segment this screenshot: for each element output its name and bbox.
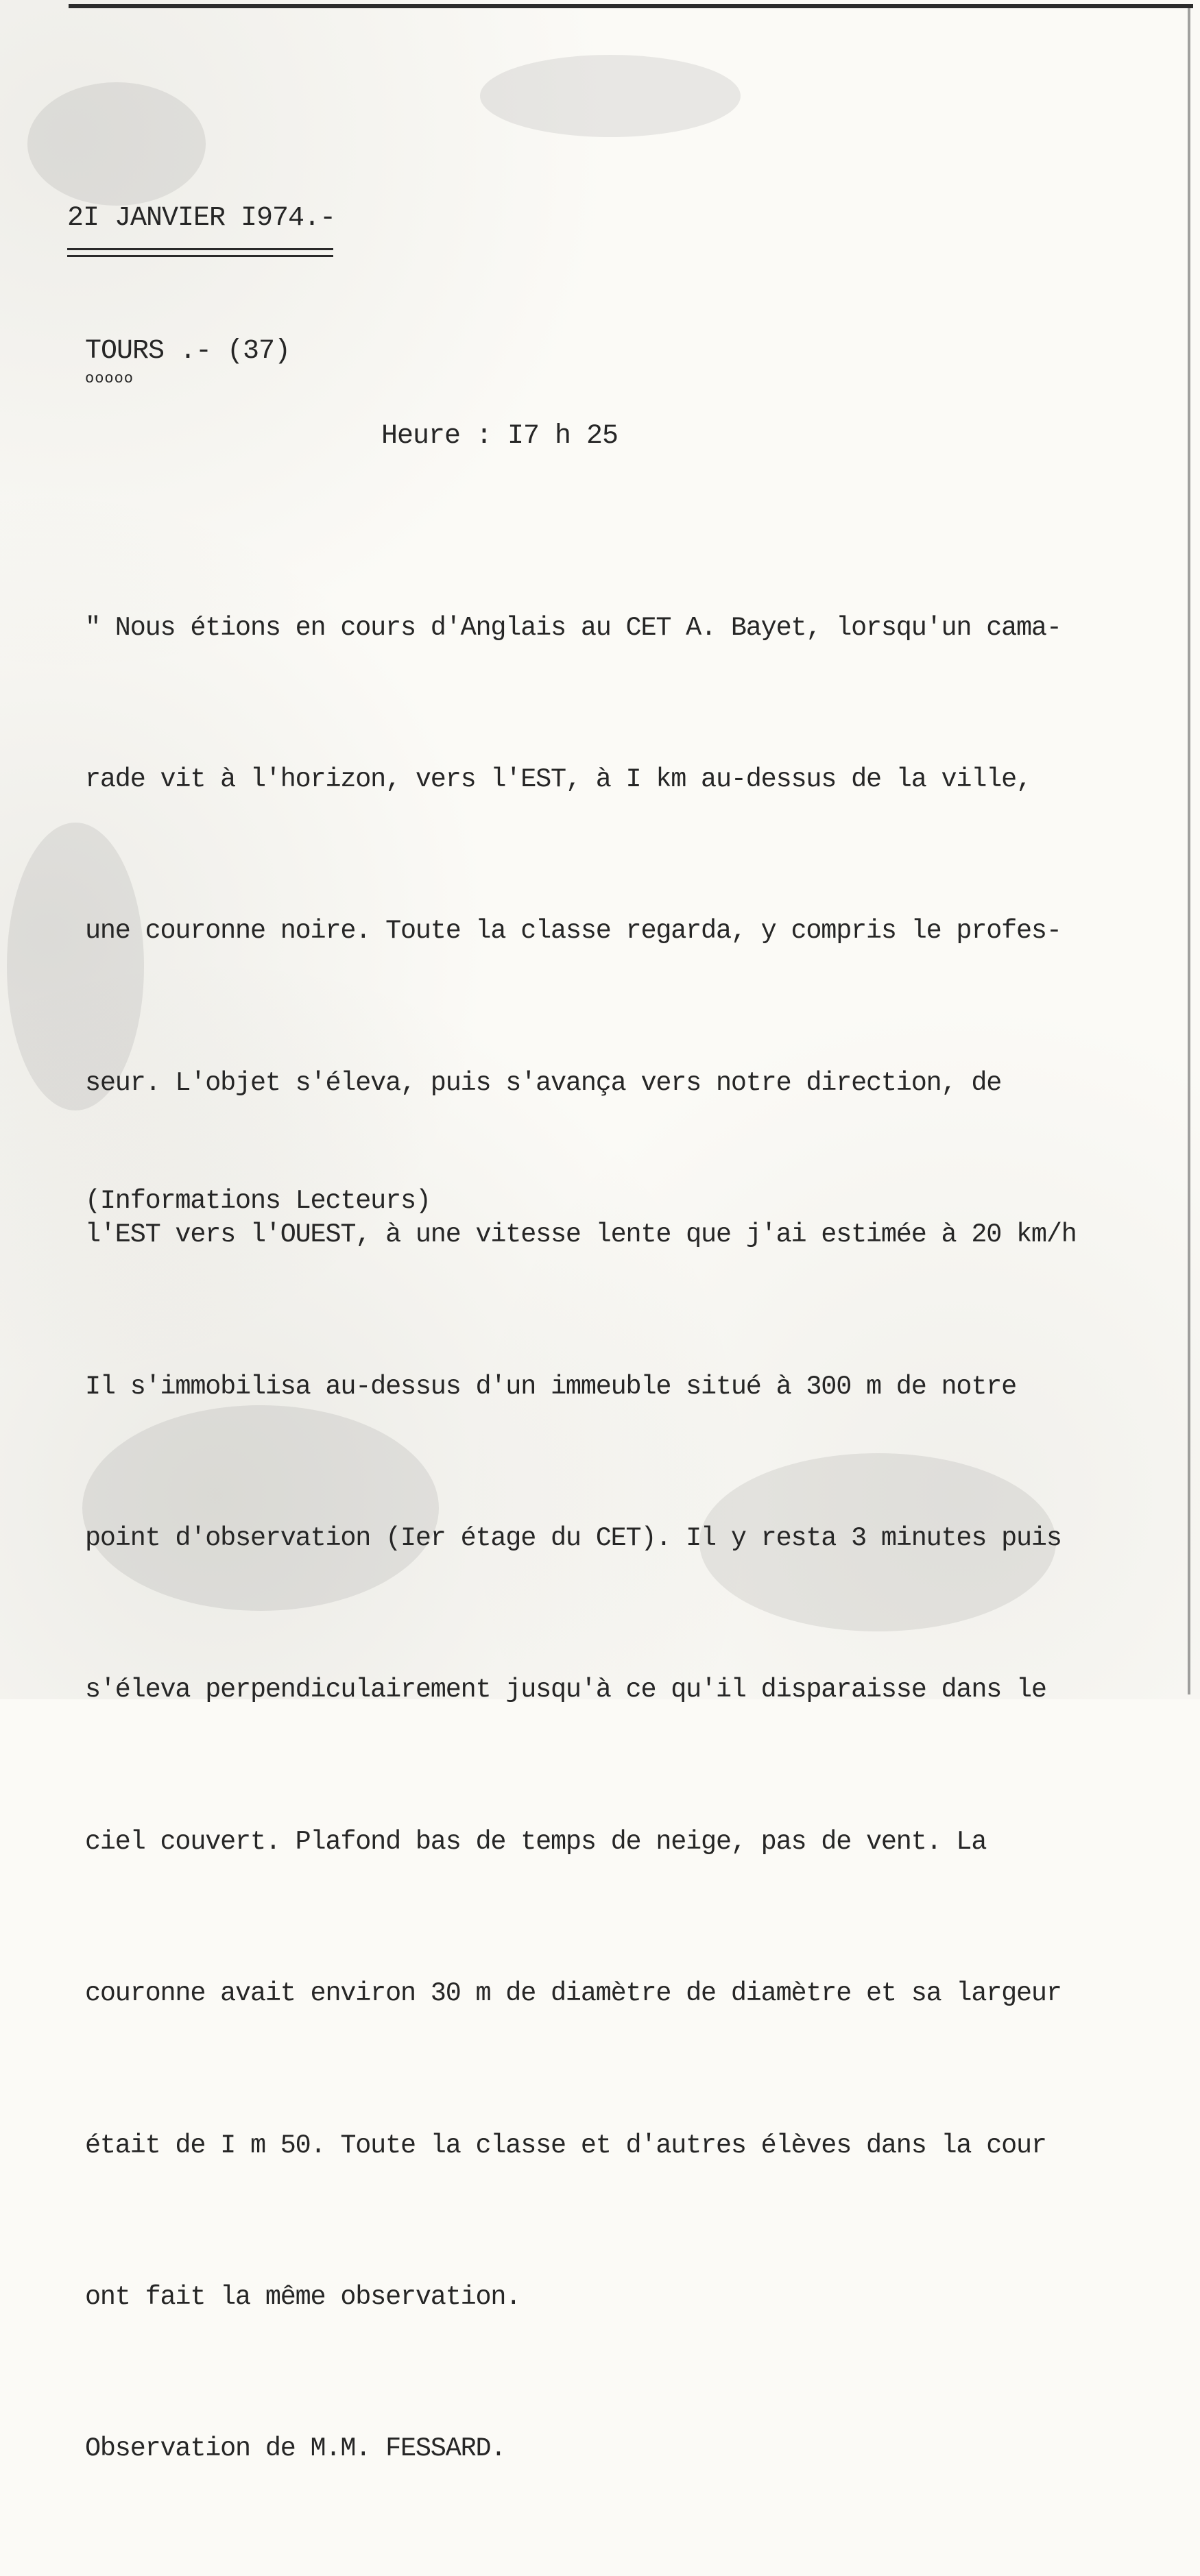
date-underline <box>67 248 333 250</box>
text-line: Il s'immobilisa au-dessus d'un immeuble situé à 300 m de notre <box>85 1371 1017 1402</box>
text-line: couronne avait environ 30 m de diamètre de diamètre et sa largeur <box>85 1978 1061 2009</box>
testimony-text <box>85 502 1077 2576</box>
text-line: rade vit à l'horizon, vers l'EST, à I km au-dessus de la ville, <box>85 764 1031 794</box>
text-line: l'EST vers l'OUEST, à une vitesse lente que j'ai estimée à 20 km/h <box>85 1219 1077 1250</box>
text-line: point d'observation (Ier étage du CET). Il y resta 3 minutes puis <box>85 1522 1061 1553</box>
date-heading: 2I JANVIER I974.- <box>67 203 336 234</box>
place-underline-marker: ooooo <box>85 370 134 387</box>
scan-noise <box>27 82 206 206</box>
text-line: " Nous étions en cours d'Anglais au CET A. Bayet, lorsqu'un cama- <box>85 612 1061 643</box>
scan-noise <box>480 55 741 137</box>
place-heading: TOURS .- (37) <box>85 336 291 367</box>
text-line: ont fait la même observation. <box>85 2281 521 2312</box>
text-line: une couronne noire. Toute la classe regarda, y compris le profes- <box>85 916 1061 947</box>
observation-time: Heure : I7 h 25 <box>381 421 619 452</box>
page-right-edge <box>1188 8 1190 1694</box>
page-top-edge <box>69 4 1193 8</box>
text-line: ciel couvert. Plafond bas de temps de neige, pas de vent. La <box>85 1826 987 1857</box>
text-line: Observation de M.M. FESSARD. <box>85 2433 506 2464</box>
text-line: s'éleva perpendiculairement jusqu'à ce qu'il disparaisse dans le <box>85 1675 1046 1705</box>
source-note: (Informations Lecteurs) <box>85 1186 431 1216</box>
text-line: seur. L'objet s'éleva, puis s'avança vers notre direction, de <box>85 1067 1002 1098</box>
text-line: était de I m 50. Toute la classe et d'autres élèves dans la cour <box>85 2130 1046 2161</box>
date-underline-second <box>67 255 333 257</box>
